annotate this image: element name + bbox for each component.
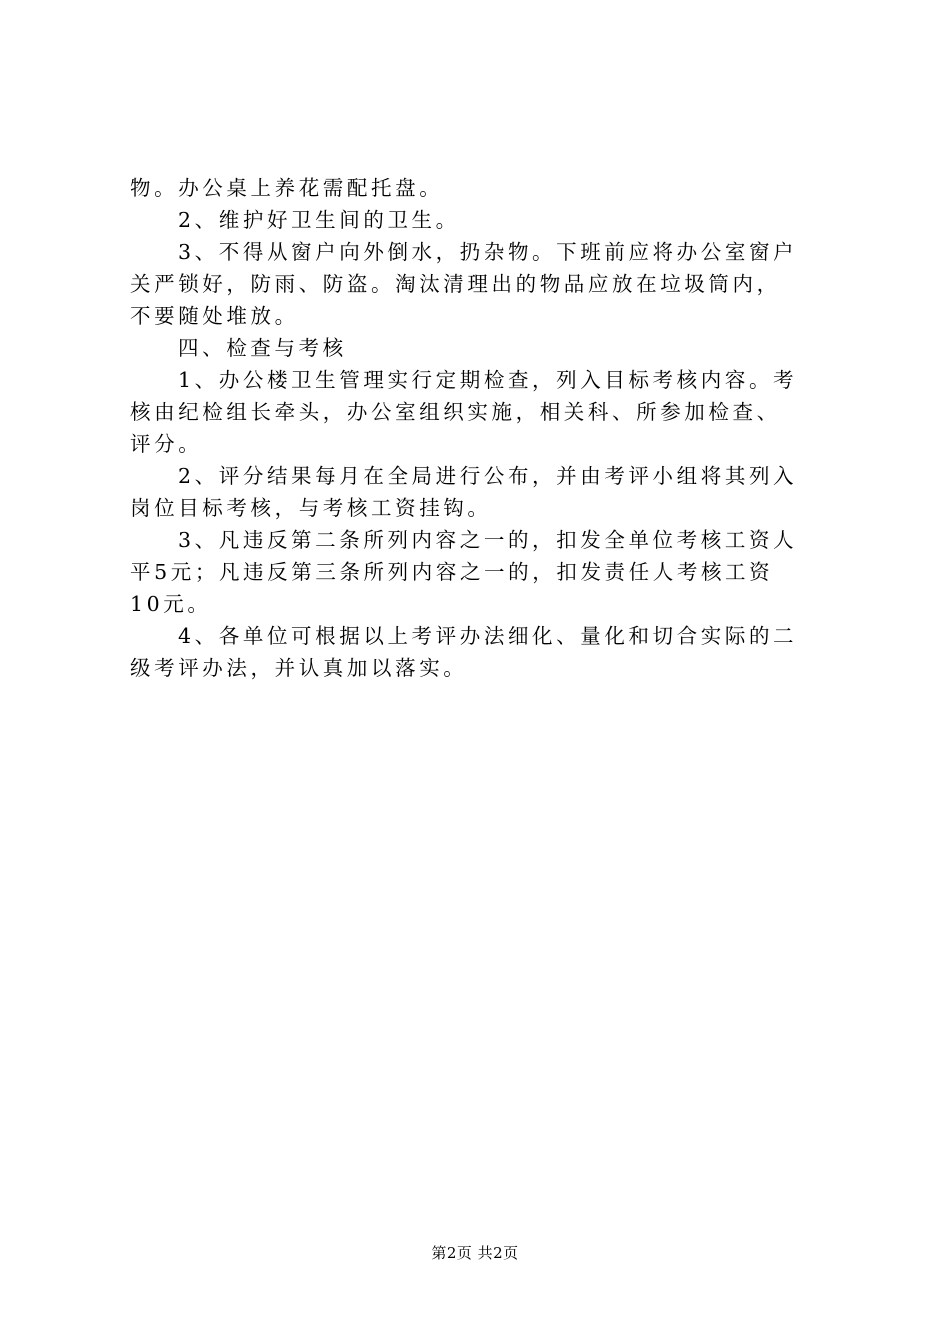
text-line: 平5元；凡违反第三条所列内容之一的，扣发责任人考核工资 [130,560,774,584]
document-body [130,172,836,684]
page-number: 第2页 共2页 [431,1244,519,1262]
text-line: 核由纪检组长牵头，办公室组织实施，相关科、所参加检查、 [130,400,781,424]
text-line: 3、不得从窗户向外倒水，扔杂物。下班前应将办公室窗户 [178,240,798,264]
text-line: 物。办公桌上养花需配托盘。 [130,176,444,200]
text-line: 10元。 [130,592,212,616]
text-line: 4、各单位可根据以上考评办法细化、量化和切合实际的二 [178,624,798,648]
text-line: 3、凡违反第二条所列内容之一的，扣发全单位考核工资人 [178,528,798,552]
text-line: 1、办公楼卫生管理实行定期检查，列入目标考核内容。考 [178,368,798,392]
text-line: 关严锁好，防雨、防盗。淘汰清理出的物品应放在垃圾筒内， [130,272,781,296]
text-line: 2、维护好卫生间的卫生。 [178,208,460,232]
text-line: 不要随处堆放。 [130,304,299,328]
text-line: 岗位目标考核，与考核工资挂钩。 [130,496,492,520]
text-line: 评分。 [130,432,203,456]
text-line: 级考评办法，并认真加以落实。 [130,656,468,680]
text-line: 2、评分结果每月在全局进行公布，并由考评小组将其列入 [178,464,798,488]
section-heading: 四、检查与考核 [178,336,347,360]
